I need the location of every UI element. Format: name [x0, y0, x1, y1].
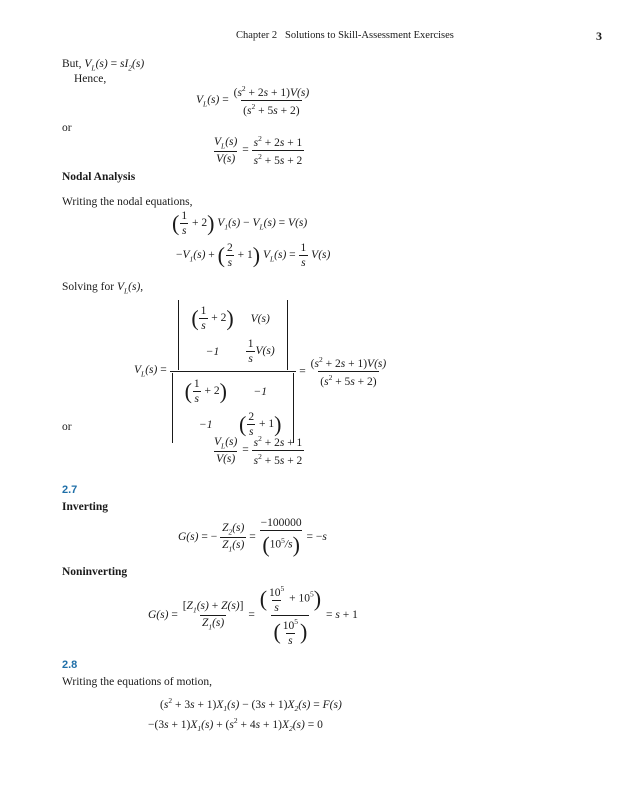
section-2-8: 2.8 — [62, 659, 78, 671]
section-2-7: 2.7 — [62, 484, 78, 496]
or-text-2: or — [62, 421, 72, 433]
hence-text: Hence, — [74, 73, 107, 85]
or-text-1: or — [62, 122, 72, 134]
solving-var: $V_L(s)$ — [116, 281, 141, 296]
motion-eq-2: $-(3s + 1)X_1(s) + (s^2 + 4s + 1)X_2(s) = 0$ — [148, 716, 323, 734]
running-header — [236, 30, 454, 41]
solving-text: Solving for — [62, 281, 115, 293]
inverting-heading: Inverting — [62, 501, 108, 513]
solving-line: Solving for $V_L(s)$, — [62, 281, 144, 296]
motion-eq-1: $(s^2 + 3s + 1)X_1(s) - (3s + 1)X_2(s) = F(s)$ — [160, 696, 342, 714]
noninverting-heading: Noninverting — [62, 566, 128, 578]
inverting-equation: G(s) = − $\frac{Z_2(s)}{Z_1(s)}$ = $\frac{-100000}{(10^5/s)}$ = −s — [178, 517, 327, 557]
chapter-title: Solutions to Skill-Assessment Exercises — [285, 30, 454, 41]
eq-vl-result-1: $V_L(s)$ = $\frac{(s^2 + 2s + 1)V(s)}{(s^2 + 5s + 2)}$ — [196, 84, 310, 117]
eq-ratio-2: $\frac{V_L(s)}{V(s)}$ = $\frac{s^2 + 2s + 1}{s^2 + 5s + 2}$ — [214, 434, 303, 467]
nodal-eq-2: $-V_1(s)$ + ( $\frac{2}{s}$ + 1) $V_L(s)$ = $\frac{1}{s}$ V(s) — [176, 242, 331, 269]
but-text: But, — [62, 58, 82, 70]
eq-vl-si2: $V_L(s) = sI_2(s)$ — [84, 58, 145, 73]
cramer-equation: $V_L(s)$ = ( $\frac{1}{s}$ + 2) V(s) −1 $\frac{1}{s}$ V(s) ( $\frac{1}{s}$ + 2) −1 −1 ( $\frac{2}{s}$ + 1) = $\frac{(s^2 + 2s + 1)V(s)}{(s^2 + 5s + 2)}$ — [134, 300, 388, 443]
chapter-label: Chapter 2 — [236, 30, 278, 41]
denominator-determinant: ( $\frac{1}{s}$ + 2) −1 −1 ( $\frac{2}{s}$ + 1) — [172, 373, 295, 443]
nodal-heading: Nodal Analysis — [62, 171, 136, 183]
page-number: 3 — [596, 29, 602, 43]
writing-motion-text: Writing the equations of motion, — [62, 676, 212, 688]
numerator-determinant: ( $\frac{1}{s}$ + 2) V(s) −1 $\frac{1}{s}$ V(s) — [178, 300, 287, 370]
writing-nodal-text: Writing the nodal equations, — [62, 196, 193, 208]
but-line — [62, 58, 144, 72]
noninverting-equation: G(s) = $\frac{[Z_1(s) + Z(s)]}{Z_1(s)}$ = ( $\frac{10^5}{s}$ + $10^5$) ( $\frac{10^5}{s}$ ) = s + 1 — [148, 584, 358, 647]
cramer-fraction — [170, 300, 297, 443]
nodal-eq-1: ( $\frac{1}{s}$ + 2) $V_1(s) - V_L(s) = V(s)$ — [172, 210, 308, 237]
eq-ratio-1: $\frac{V_L(s)}{V(s)}$ = $\frac{s^2 + 2s + 1}{s^2 + 5s + 2}$ — [214, 134, 303, 167]
